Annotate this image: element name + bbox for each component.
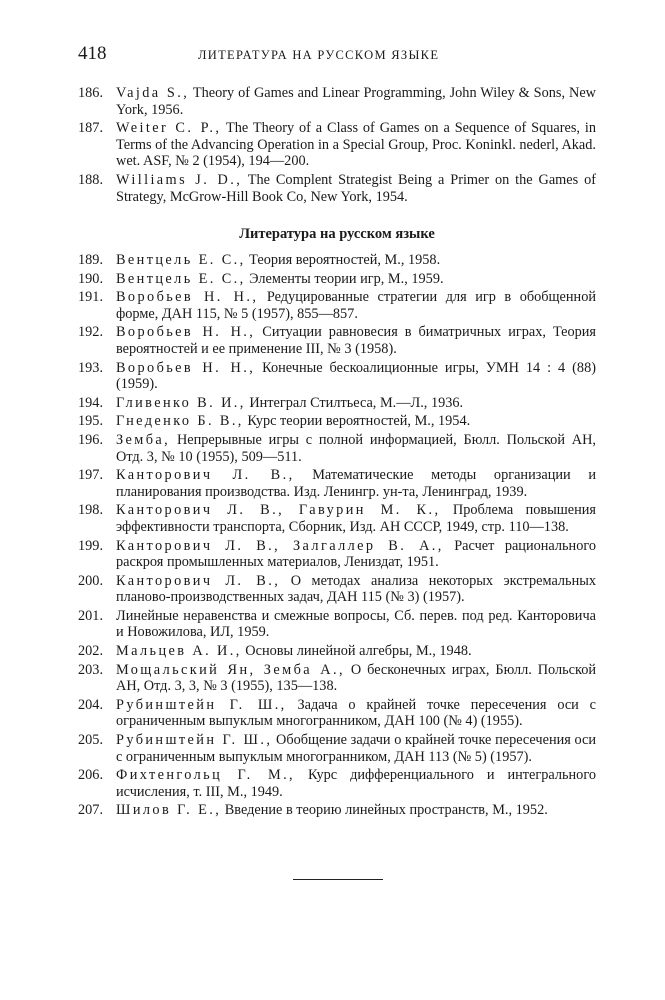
reference-details: Введение в теорию линейных пространств, М., 1952. xyxy=(224,802,548,819)
reference-details: Линейные неравенства и смежные вопросы, Сб. перев. под ред. Канторовича и Новожилова, ИЛ, 1959. xyxy=(116,607,596,641)
reference-item xyxy=(78,802,596,819)
reference-number: 202. xyxy=(78,643,104,660)
reference-item xyxy=(78,432,596,465)
reference-details: The Theory of a Class of Games on a Sequence of Squares, in Terms of the Advancing Operation in a Special Group, Proc. Koninkl. nederl, Akad. wet. ASF, № 2 (1954), 194—200. xyxy=(116,120,597,170)
reference-author: Канторович Л. В., xyxy=(116,467,295,484)
reference-number: 189. xyxy=(78,252,104,268)
reference-item xyxy=(78,767,596,800)
reference-number: 187. xyxy=(78,120,104,137)
reference-author: Вентцель Е. С., xyxy=(116,270,246,287)
foreign-references-list xyxy=(78,85,596,207)
reference-number: 194. xyxy=(78,394,104,411)
running-head: ЛИТЕРАТУРА НА РУССКОМ ЯЗЫКЕ xyxy=(198,48,440,62)
reference-number: 204. xyxy=(78,696,104,713)
reference-number: 205. xyxy=(78,732,104,749)
reference-item xyxy=(78,252,596,269)
reference-number: 207. xyxy=(78,802,104,819)
reference-item xyxy=(78,662,596,695)
reference-item xyxy=(78,289,596,322)
reference-details: О бесконечных играх, Бюлл. Польской АН, Отд. 3, 3, № 3 (1955), 135—138. xyxy=(116,661,596,695)
end-rule xyxy=(293,879,383,880)
reference-number: 190. xyxy=(78,270,104,287)
reference-details: Непрерывные игры с полной информацией, Бюлл. Польской АН, Отд. 3, № 10 (1955), 509—511. xyxy=(116,431,596,465)
reference-details: Проблема повышения эффективности транспорта, Сборник, Изд. АН СССР, 1949, стр. 110—138. xyxy=(116,502,597,535)
russian-references-list xyxy=(78,252,596,821)
page-header xyxy=(78,43,596,67)
reference-author: Канторович Л. В., xyxy=(116,572,281,589)
reference-number: 200. xyxy=(78,572,104,589)
reference-details: Курс дифференциального и интегрального исчисления, т. III, М., 1949. xyxy=(116,767,596,800)
reference-author: Мальцев А. И., xyxy=(116,643,242,660)
reference-details: Математические методы организации и планирования производства. Изд. Ленингр. ун-та, Ленинград, 1939. xyxy=(116,467,596,500)
reference-number: 198. xyxy=(78,502,104,519)
reference-number: 186. xyxy=(78,85,104,101)
reference-number: 192. xyxy=(78,324,104,341)
reference-details: Ситуации равновесия в биматричных играх, Теория вероятностей и ее применение III, № 3 (1958). xyxy=(116,324,596,357)
reference-author: Weiter C. P., xyxy=(116,120,222,137)
reference-details: Элементы теории игр, М., 1959. xyxy=(249,270,444,287)
reference-author: Рубинштейн Г. Ш., xyxy=(116,696,287,713)
reference-author: Рубинштейн Г. Ш., xyxy=(116,732,273,749)
reference-author: Фихтенгольц Г. М., xyxy=(116,767,296,784)
reference-author: Гнеденко Б. В., xyxy=(116,413,244,430)
reference-item xyxy=(78,643,596,660)
reference-item xyxy=(78,413,596,430)
reference-author: Мощальский Ян, Земба А., xyxy=(116,661,345,678)
page-number: 418 xyxy=(78,43,107,64)
reference-author: Канторович Л. В., Гавурин М. К., xyxy=(116,502,441,519)
reference-number: 191. xyxy=(78,289,104,306)
reference-details: The Complent Strategist Being a Primer on the Games of Strategy, McGrow-Hill Book Co, New York, 1954. xyxy=(116,171,596,205)
reference-author: Williams J. D., xyxy=(116,171,243,188)
reference-number: 206. xyxy=(78,767,104,784)
reference-details: Интеграл Стилтьеса, М.—Л., 1936. xyxy=(249,394,464,411)
reference-number: 196. xyxy=(78,431,104,448)
reference-details: Курс теории вероятностей, М., 1954. xyxy=(247,413,471,430)
reference-item xyxy=(78,608,596,641)
reference-item xyxy=(78,573,596,606)
reference-author: Канторович Л. В., Залгаллер В. А., xyxy=(116,537,444,554)
section-title: Литература на русском языке xyxy=(239,226,435,242)
reference-item xyxy=(78,395,596,412)
reference-item xyxy=(78,360,596,393)
reference-details: О методах анализа некоторых экстремальных планово-производственных задач, ДАН 115 (№ 3) (1957). xyxy=(116,572,596,606)
reference-item xyxy=(78,85,596,118)
reference-details: Theory of Games and Linear Programming, John Wiley & Sons, New York, 1956. xyxy=(116,85,596,118)
reference-author: Гливенко В. И., xyxy=(116,394,246,411)
reference-author: Земба, xyxy=(116,431,171,448)
reference-item xyxy=(78,502,596,535)
reference-item xyxy=(78,697,596,730)
reference-author: Воробьев Н. Н., xyxy=(116,359,256,376)
reference-item xyxy=(78,467,596,500)
reference-number: 203. xyxy=(78,661,104,678)
reference-number: 195. xyxy=(78,413,104,430)
reference-author: Воробьев Н. Н., xyxy=(116,324,256,341)
reference-item xyxy=(78,271,596,288)
reference-item xyxy=(78,172,596,205)
reference-details: Теория вероятностей, М., 1958. xyxy=(249,252,441,268)
reference-number: 201. xyxy=(78,607,104,624)
reference-number: 193. xyxy=(78,359,104,376)
reference-author: Шилов Г. Е., xyxy=(116,802,222,819)
reference-item xyxy=(78,120,596,170)
reference-item xyxy=(78,732,596,765)
reference-details: Расчет рационального раскроя промышленных материалов, Лениздат, 1951. xyxy=(116,537,596,571)
reference-details: Основы линейной алгебры, М., 1948. xyxy=(245,643,472,660)
reference-number: 197. xyxy=(78,467,104,484)
reference-item xyxy=(78,538,596,571)
reference-number: 199. xyxy=(78,537,104,554)
reference-item xyxy=(78,324,596,357)
reference-author: Воробьев Н. Н., xyxy=(116,289,259,306)
reference-author: Вентцель Е. С., xyxy=(116,252,246,268)
reference-author: Vajda S., xyxy=(116,85,190,101)
reference-details: Редуцированные стратегии для игр в обобщенной форме, ДАН 115, № 5 (1957), 855—857. xyxy=(116,289,597,322)
reference-number: 188. xyxy=(78,171,104,188)
reference-details: Конечные бескоалиционные игры, УМН 14 : 4 (88) (1959). xyxy=(116,359,596,393)
reference-details: Обобщение задачи о крайней точке пересечения оси с ограниченным выпуклым многогранником, ДАН 113 (№ 5) (1957). xyxy=(116,732,597,765)
reference-details: Задача о крайней точке пересечения оси с ограниченным выпуклым многогранником, ДАН 100 (№ 4) (1955). xyxy=(116,696,596,730)
